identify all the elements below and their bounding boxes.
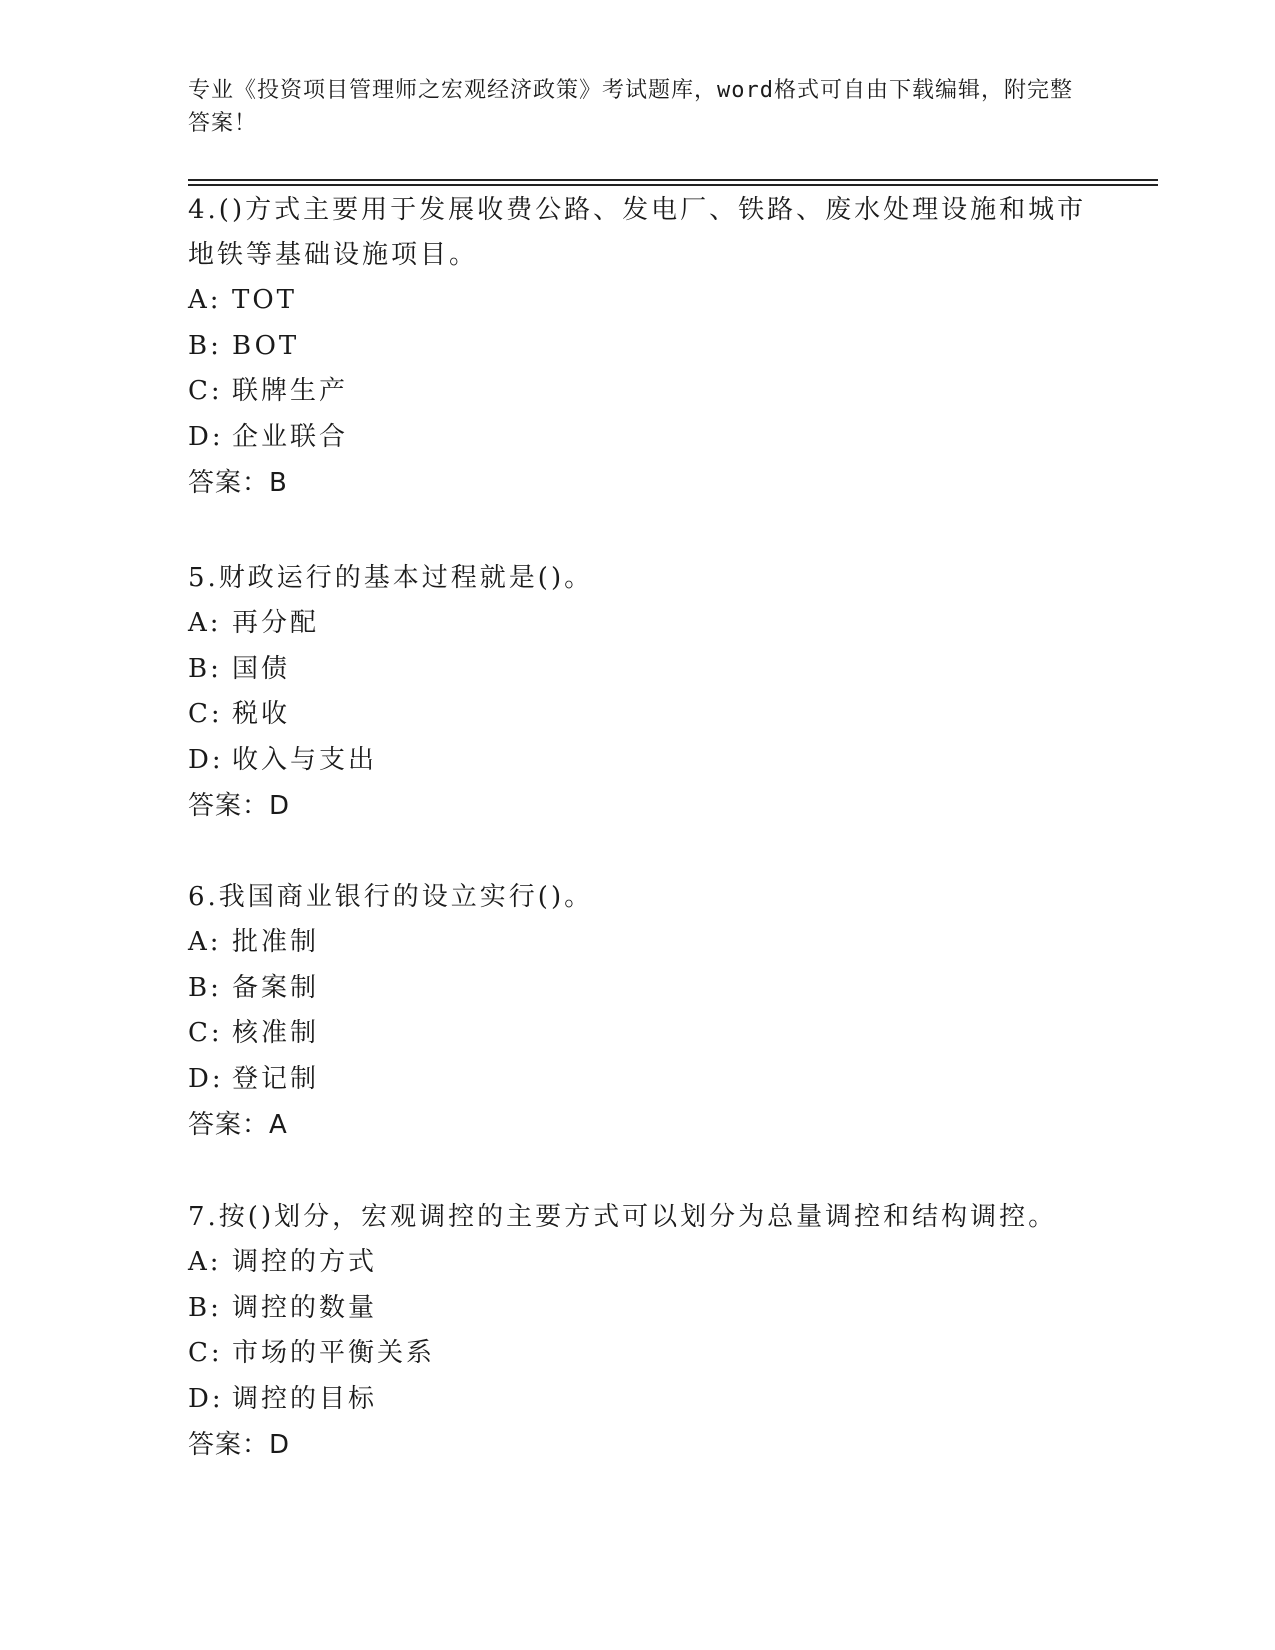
- question-stem: 5.财政运行的基本过程就是()。: [188, 563, 594, 593]
- option-key: A:: [188, 1247, 222, 1277]
- option-c: [188, 692, 1088, 738]
- option-b: [188, 324, 1088, 370]
- question-4: [188, 188, 1088, 506]
- option-d: [188, 738, 1088, 784]
- option-key: A:: [188, 927, 222, 957]
- option-text: 调控的目标: [232, 1383, 378, 1414]
- question-stem: 7.按()划分，宏观调控的主要方式可以划分为总量调控和结构调控。: [188, 1202, 1058, 1232]
- answer-line: 答案：A: [188, 1110, 288, 1140]
- header-divider-bottom: [188, 184, 1158, 186]
- option-key: C:: [188, 1338, 223, 1368]
- option-text: 再分配: [232, 608, 320, 638]
- option-text: BOT: [232, 330, 300, 361]
- option-key: D:: [188, 1383, 224, 1414]
- option-text: 调控的数量: [232, 1292, 378, 1323]
- option-d: [188, 415, 1088, 461]
- option-key: B:: [188, 972, 222, 1003]
- question-5: [188, 556, 1088, 829]
- option-key: C:: [188, 699, 223, 729]
- option-text: 收入与支出: [232, 744, 378, 775]
- option-text: 核准制: [232, 1018, 320, 1048]
- question-6: [188, 875, 1088, 1148]
- option-a: [188, 278, 1088, 324]
- option-text: 调控的方式: [232, 1247, 378, 1277]
- question-7: [188, 1195, 1088, 1468]
- question-stem: 6.我国商业银行的设立实行()。: [188, 882, 594, 912]
- option-a: [188, 601, 1088, 647]
- option-d: [188, 1057, 1088, 1103]
- answer-line: 答案：D: [188, 1430, 291, 1460]
- option-text: 备案制: [232, 972, 320, 1003]
- option-key: A:: [188, 608, 222, 638]
- document-header: 专业《投资项目管理师之宏观经济政策》考试题库，word格式可自由下载编辑，附完整答案！: [188, 78, 1073, 136]
- option-c: [188, 1331, 1088, 1377]
- option-b: [188, 1286, 1088, 1332]
- header-divider-top: [188, 179, 1158, 181]
- answer-line: 答案：D: [188, 791, 291, 821]
- question-stem: 4.()方式主要用于发展收费公路、发电厂、铁路、废水处理设施和城市地铁等基础设施项目。: [188, 195, 1087, 270]
- answer-line: 答案：B: [188, 468, 288, 498]
- option-text: 税收: [232, 699, 291, 729]
- option-key: C:: [188, 376, 223, 406]
- option-key: B:: [188, 1292, 222, 1323]
- option-c: [188, 1011, 1088, 1057]
- option-text: TOT: [232, 285, 297, 315]
- option-key: D:: [188, 1063, 224, 1094]
- option-a: [188, 1240, 1088, 1286]
- option-d: [188, 1377, 1088, 1423]
- option-b: [188, 647, 1088, 693]
- option-text: 国债: [232, 653, 291, 684]
- option-key: D:: [188, 744, 224, 775]
- option-text: 批准制: [232, 927, 320, 957]
- option-text: 登记制: [232, 1063, 320, 1094]
- option-key: A:: [188, 285, 222, 315]
- option-key: B:: [188, 653, 222, 684]
- option-b: [188, 966, 1088, 1012]
- option-c: [188, 369, 1088, 415]
- option-key: D:: [188, 421, 224, 452]
- option-text: 联牌生产: [232, 376, 349, 406]
- option-text: 企业联合: [232, 421, 349, 452]
- option-text: 市场的平衡关系: [232, 1338, 436, 1368]
- option-key: B:: [188, 330, 222, 361]
- option-a: [188, 920, 1088, 966]
- option-key: C:: [188, 1018, 223, 1048]
